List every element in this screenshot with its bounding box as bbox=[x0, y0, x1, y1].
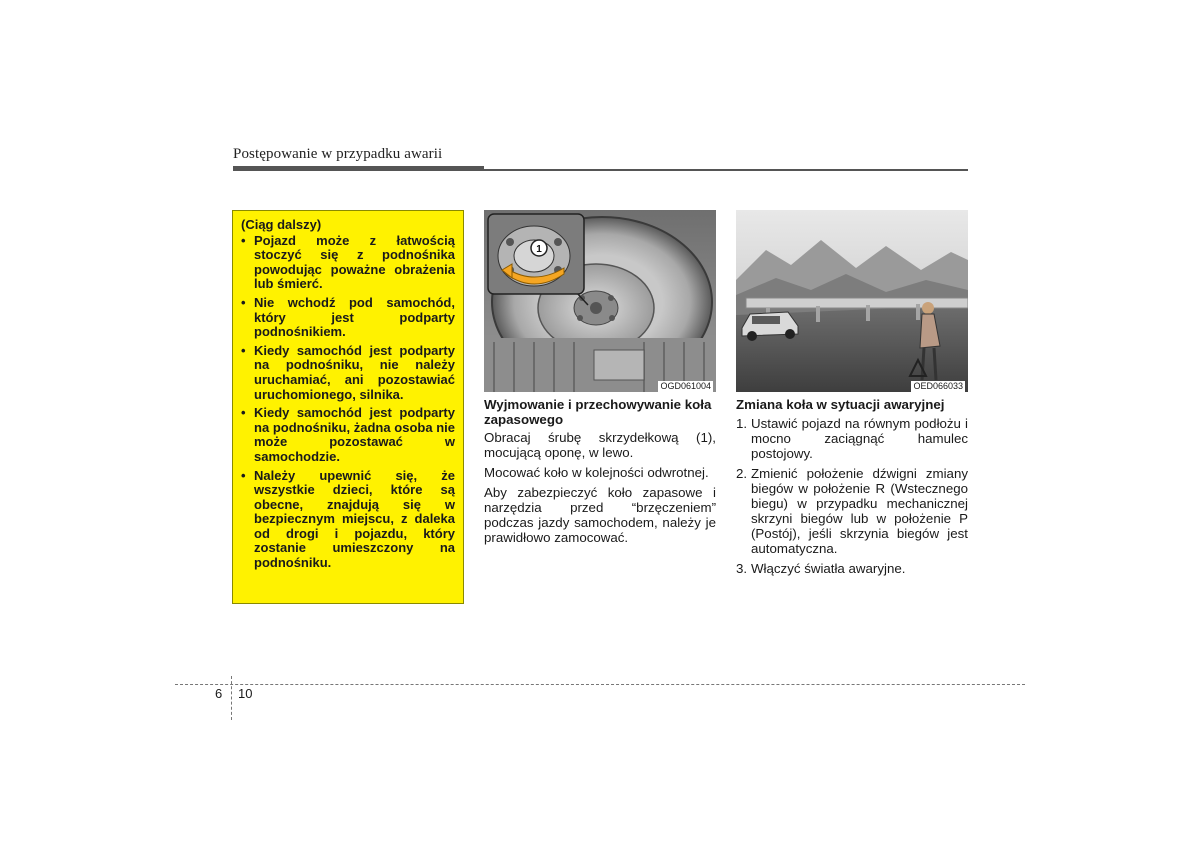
warning-item bbox=[241, 296, 455, 340]
warning-text: Nie wchodź pod samochód, który jest podparty podnośnikiem. bbox=[254, 294, 455, 340]
spare-wheel-column bbox=[484, 210, 716, 550]
callout-number: 1 bbox=[536, 244, 542, 255]
warning-item bbox=[241, 344, 455, 402]
section-title: Postępowanie w przypadku awarii bbox=[233, 146, 443, 162]
warning-item bbox=[241, 406, 455, 464]
warning-text: Pojazd może z łatwością stoczyć się z podnośnika powodując poważne obrażenia lub śmierć. bbox=[254, 232, 455, 292]
section-heading: Wyjmowanie i przechowywanie koła zapasowego bbox=[484, 397, 712, 427]
step-item bbox=[736, 416, 968, 461]
warning-item bbox=[241, 469, 455, 571]
step-item bbox=[736, 561, 968, 576]
paragraph: Mocować koło w kolejności odwrotnej. bbox=[484, 465, 709, 480]
footer-divider bbox=[231, 676, 232, 720]
bullet: • bbox=[241, 232, 246, 248]
paragraph: Aby zabezpieczyć koło zapasowe i narzędzia przed “brzęczeniem” podczas jazdy samochodem, należy je prawidłowo zamocować. bbox=[484, 485, 716, 545]
step-text: Ustawić pojazd na równym podłożu i mocno zaciągnąć hamulec postojowy. bbox=[751, 415, 968, 461]
callout-layer bbox=[484, 210, 716, 392]
warning-box bbox=[232, 210, 464, 604]
bullet: • bbox=[241, 467, 246, 483]
figure-code: OED066033 bbox=[913, 381, 963, 391]
warning-list bbox=[241, 234, 455, 571]
step-text: Zmienić położenie dźwigni zmiany biegów w położenie R (Wstecznego biegu) w przypadku mechanicznej skrzyni biegów lub w położenie P (Postój), jeśli skrzynia biegów jest automatyczna. bbox=[751, 465, 968, 556]
tire-change-column bbox=[736, 210, 968, 581]
step-item bbox=[736, 466, 968, 556]
paragraph: Obracaj śrubę skrzydełkową (1), mocującą oponę, w lewo. bbox=[484, 430, 716, 460]
bullet: • bbox=[241, 294, 246, 310]
step-number: 3. bbox=[736, 560, 748, 576]
figure-code: OGD061004 bbox=[660, 381, 711, 391]
header-rule-thin bbox=[484, 169, 968, 171]
warning-title: (Ciąg dalszy) bbox=[241, 217, 322, 232]
bullet: • bbox=[241, 405, 246, 421]
roadside-figure bbox=[736, 210, 968, 392]
step-number: 2. bbox=[736, 465, 748, 481]
spare-wheel-figure bbox=[484, 210, 716, 392]
warning-item bbox=[241, 234, 455, 292]
chapter-number: 6 bbox=[215, 686, 223, 701]
step-text: Włączyć światła awaryjne. bbox=[751, 560, 906, 576]
warning-text: Należy upewnić się, że wszystkie dzieci, które są obecne, znajdują się w bezpiecznym miejscu, z daleka od drogi i pojazdu, który zostanie umieszczony na podnośniku. bbox=[254, 467, 455, 571]
roadside-illustration bbox=[736, 210, 968, 392]
footer-rule bbox=[175, 684, 1025, 685]
section-heading: Zmiana koła w sytuacji awaryjnej bbox=[736, 397, 945, 412]
steps-list bbox=[736, 416, 968, 576]
page-number: 10 bbox=[238, 686, 253, 701]
warning-text: Kiedy samochód jest podparty na podnośniku, nie należy uruchamiać, ani pozostawiać uruchomionego, silnika. bbox=[254, 342, 455, 402]
bullet: • bbox=[241, 342, 246, 358]
header-rule-thick bbox=[233, 166, 484, 171]
step-number: 1. bbox=[736, 415, 748, 431]
warning-text: Kiedy samochód jest podparty na podnośniku, żadna osoba nie może pozostawać w samochodzie. bbox=[254, 405, 455, 464]
